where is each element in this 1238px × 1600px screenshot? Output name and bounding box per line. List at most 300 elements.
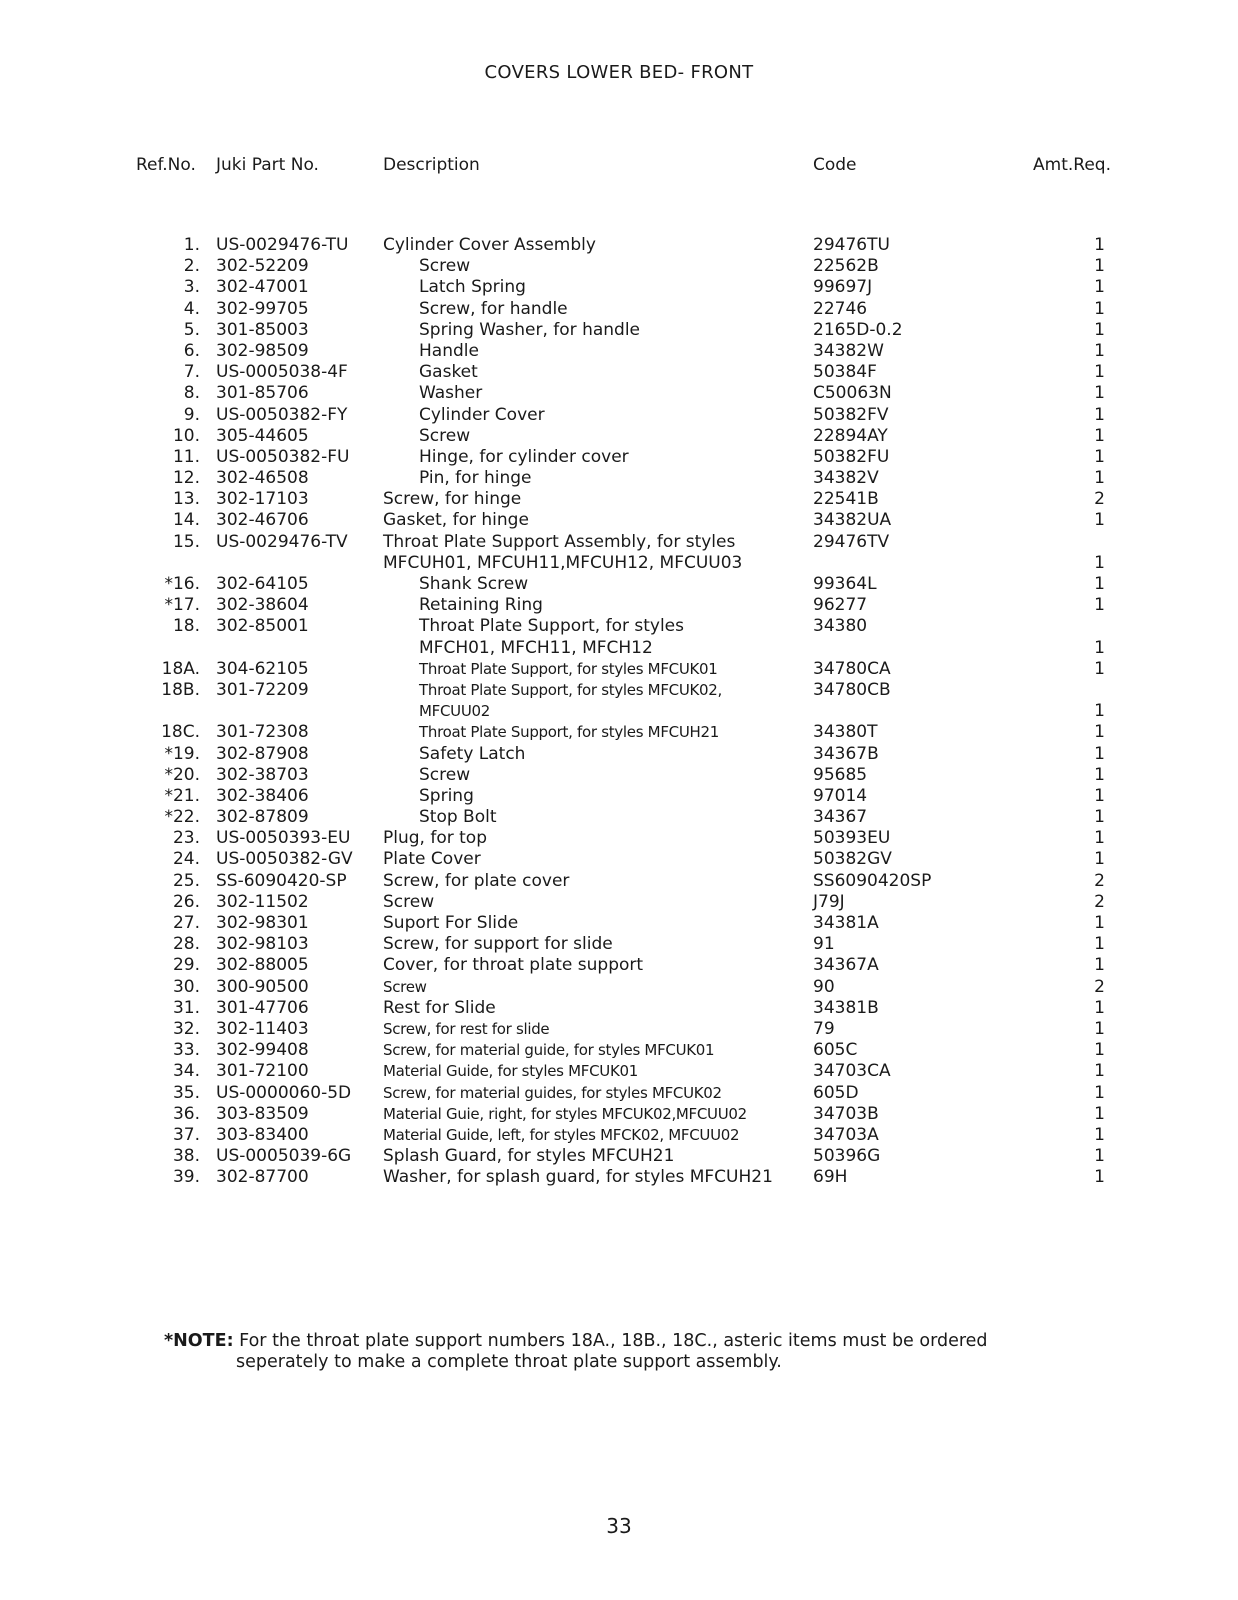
part-number: 302-87908 [216, 743, 309, 764]
table-row [0, 616, 1238, 658]
part-number: 303-83509 [216, 1103, 309, 1124]
part-number: US-0050382-FU [216, 446, 350, 467]
description-line: Screw [419, 256, 471, 277]
part-code: 50382GV [813, 849, 892, 870]
table-row [0, 892, 1238, 913]
part-code: 34381A [813, 913, 879, 934]
description-line: Cover, for throat plate support [383, 955, 644, 976]
ref-number: 33. [172, 1040, 200, 1061]
part-description [383, 1104, 747, 1125]
part-number: 302-52209 [216, 256, 309, 277]
amount-required: 1 [1094, 1146, 1105, 1167]
amount-required: 1 [1094, 1082, 1105, 1103]
description-line: Stop Bolt [419, 807, 497, 828]
note [164, 1331, 1084, 1373]
description-line: Splash Guard, for styles MFCUH21 [383, 1146, 675, 1167]
ref-number: 1. [183, 235, 200, 255]
ref-number: 34. [172, 1061, 200, 1082]
amount-required: 1 [1094, 256, 1105, 277]
part-description [383, 1125, 739, 1146]
amount-required: 1 [1094, 849, 1105, 870]
page-title: COVERS LOWER BED- FRONT [484, 62, 754, 83]
ref-number: 28. [172, 934, 200, 955]
table-row [0, 256, 1238, 277]
part-code: 2165D-0.2 [813, 319, 903, 340]
part-number: 300-90500 [216, 976, 309, 997]
table-row [0, 849, 1238, 870]
part-code: 22746 [813, 298, 868, 319]
part-number: US-0029476-TV [216, 531, 348, 552]
part-description [419, 807, 497, 828]
description-line: Screw, for support for slide [383, 934, 613, 955]
part-number: US-0000060-5D [216, 1082, 352, 1103]
part-number: 302-87700 [216, 1167, 309, 1188]
part-code: 29476TU [813, 235, 890, 255]
amount-required: 1 [1094, 425, 1105, 446]
part-code: 91 [813, 934, 835, 955]
table-row [0, 235, 1238, 256]
description-line: Screw, for hinge [383, 489, 522, 510]
part-description [383, 1019, 549, 1040]
table-row [0, 277, 1238, 298]
part-code: C50063N [813, 383, 892, 404]
part-code: 34382UA [813, 510, 892, 531]
part-code: 50382FU [813, 446, 890, 467]
part-description [419, 383, 482, 404]
part-number: 301-72100 [216, 1061, 309, 1082]
part-description [383, 849, 481, 870]
ref-number: 11. [172, 446, 200, 467]
part-description [419, 574, 528, 595]
part-code: 34703A [813, 1124, 879, 1145]
part-number: 302-38703 [216, 764, 309, 785]
part-code: 34703B [813, 1103, 879, 1124]
part-number: 302-98301 [216, 913, 309, 934]
part-number: 305-44605 [216, 425, 309, 446]
part-number: 302-11502 [216, 891, 309, 912]
part-description [419, 468, 531, 489]
table-row [0, 1167, 1238, 1188]
part-description [383, 1083, 722, 1104]
table-row [0, 998, 1238, 1019]
amount-required: 1 [1094, 1167, 1105, 1188]
ref-number: 18C. [161, 722, 200, 743]
part-code: 50382FV [813, 404, 889, 425]
column-header-code: Code [813, 155, 857, 175]
amount-required: 1 [1094, 807, 1105, 828]
part-number: SS-6090420-SP [216, 870, 347, 891]
part-description [383, 1167, 773, 1188]
table-row [0, 426, 1238, 447]
description-line: Suport For Slide [383, 913, 519, 934]
description-line: Cylinder Cover Assembly [383, 235, 596, 255]
ref-number: 3. [183, 277, 200, 298]
table-row [0, 383, 1238, 404]
table-row [0, 977, 1238, 998]
part-number: US-0050393-EU [216, 828, 351, 849]
part-code: 34780CA [813, 658, 891, 679]
description-line: Screw [383, 977, 427, 996]
part-description [383, 235, 596, 256]
description-line: Throat Plate Support, for styles MFCUK01 [419, 659, 718, 678]
description-line: Shank Screw [419, 574, 529, 595]
amount-required: 1 [1094, 468, 1105, 489]
amount-required: 1 [1094, 383, 1105, 404]
description-line: Spring Washer, for handle [419, 319, 641, 340]
part-code: 605D [813, 1082, 859, 1103]
part-number: 302-99705 [216, 298, 309, 319]
description-line: Cylinder Cover [419, 404, 545, 425]
ref-number: 18B. [161, 679, 200, 700]
description-line: Screw, for material guides, for styles MFCUK02 [383, 1083, 722, 1102]
part-description [383, 871, 569, 892]
part-number: 302-38604 [216, 595, 309, 616]
part-number: US-0005039-6G [216, 1146, 352, 1167]
part-description [419, 680, 722, 722]
part-description [419, 765, 470, 786]
table-row [0, 1146, 1238, 1167]
note-label: *NOTE: [164, 1331, 234, 1351]
part-description [383, 977, 427, 998]
description-line: Washer [419, 383, 483, 404]
part-code: 34367A [813, 955, 879, 976]
table-row [0, 405, 1238, 426]
part-description [383, 998, 496, 1019]
part-code: 34382V [813, 468, 879, 489]
amount-required: 1 [1094, 764, 1105, 785]
description-line: Throat Plate Support, for styles MFCUH21 [419, 723, 719, 742]
ref-number: 26. [172, 891, 200, 912]
part-number: 301-47706 [216, 997, 309, 1018]
table-row [0, 532, 1238, 574]
part-number: 302-87809 [216, 807, 309, 828]
description-line: Plate Cover [383, 849, 481, 870]
part-code: J79J [813, 891, 845, 912]
amount-required: 1 [1094, 785, 1105, 806]
table-row [0, 871, 1238, 892]
ref-number: 9. [183, 404, 200, 425]
ref-number: 14. [172, 510, 200, 531]
column-header-description: Description [383, 155, 480, 175]
part-description [383, 955, 643, 976]
part-number: 302-47001 [216, 277, 309, 298]
description-line: Material Guide, for styles MFCUK01 [383, 1062, 638, 1081]
amount-required: 1 [1094, 235, 1105, 255]
part-description [383, 1061, 638, 1082]
amount-required: 1 [1094, 1040, 1105, 1061]
ref-number: 6. [183, 340, 200, 361]
note-text-line1: For the throat plate support numbers 18A., 18B., 18C., asteric items must be ordered [239, 1331, 988, 1351]
part-number: 302-99408 [216, 1040, 309, 1061]
ref-number: 18A. [161, 658, 200, 679]
table-row [0, 362, 1238, 383]
part-code: 50384F [813, 362, 877, 383]
column-header-ref: Ref.No. [136, 155, 196, 175]
part-number: 301-72209 [216, 679, 309, 700]
description-line: Rest for Slide [383, 997, 496, 1018]
part-number: 301-85003 [216, 319, 309, 340]
ref-number: 37. [172, 1124, 200, 1145]
ref-number: 8. [183, 383, 200, 404]
amount-required: 1 [1094, 340, 1105, 361]
ref-number: *16. [164, 574, 200, 595]
ref-number: 32. [172, 1018, 200, 1039]
ref-number: 7. [183, 362, 200, 383]
part-number: 302-98509 [216, 340, 309, 361]
table-row [0, 1061, 1238, 1082]
table-row [0, 955, 1238, 976]
amount-required: 1 [1094, 1061, 1105, 1082]
table-row [0, 1104, 1238, 1125]
table-row [0, 934, 1238, 955]
part-code: 34382W [813, 340, 884, 361]
amount-required: 1 [1094, 362, 1105, 383]
amount-required: 1 [1094, 1124, 1105, 1145]
ref-number: *21. [164, 785, 200, 806]
part-code: 22894AY [813, 425, 888, 446]
part-code: 50396G [813, 1146, 881, 1167]
table-row [0, 1040, 1238, 1061]
description-line: Screw, for material guide, for styles MFCUK01 [383, 1041, 715, 1060]
part-number: 302-88005 [216, 955, 309, 976]
part-number: US-0050382-GV [216, 849, 353, 870]
ref-number: 23. [172, 828, 200, 849]
description-line: Screw, for plate cover [383, 870, 570, 891]
table-row [0, 786, 1238, 807]
part-description [419, 320, 640, 341]
part-code: 34703CA [813, 1061, 891, 1082]
part-number: 302-64105 [216, 574, 309, 595]
ref-number: *19. [164, 743, 200, 764]
ref-number: 36. [172, 1103, 200, 1124]
ref-number: 15. [172, 531, 200, 552]
ref-number: 31. [172, 997, 200, 1018]
ref-number: 27. [172, 913, 200, 934]
description-line: Throat Plate Support, for styles [419, 616, 684, 637]
ref-number: 5. [183, 319, 200, 340]
table-row [0, 744, 1238, 765]
ref-number: 13. [172, 489, 200, 510]
part-description [419, 616, 684, 658]
part-code: 96277 [813, 595, 868, 616]
ref-number: 4. [183, 298, 200, 319]
part-number: 302-17103 [216, 489, 309, 510]
part-description [383, 892, 434, 913]
amount-required: 1 [1094, 722, 1105, 743]
amount-required: 1 [1094, 1018, 1105, 1039]
description-line: Material Guie, right, for styles MFCUK02,MFCUU02 [383, 1104, 747, 1123]
description-line: Spring [419, 785, 474, 806]
table-header [0, 155, 1238, 177]
part-code: 90 [813, 976, 835, 997]
description-line: Screw, for rest for slide [383, 1019, 550, 1038]
amount-required: 1 [1094, 319, 1105, 340]
ref-number: 35. [172, 1082, 200, 1103]
column-header-amount: Amt.Req. [1033, 155, 1111, 175]
part-description [383, 934, 613, 955]
part-number: 302-46706 [216, 510, 309, 531]
part-number: US-0005038-4F [216, 362, 348, 383]
amount-required: 1 [1094, 701, 1105, 722]
description-line: Washer, for splash guard, for styles MFCUH21 [383, 1167, 773, 1188]
amount-required: 1 [1094, 552, 1105, 573]
description-line: Handle [419, 340, 479, 361]
description-line: MFCUH01, MFCUH11,MFCUH12, MFCUU03 [383, 552, 743, 573]
amount-required: 1 [1094, 595, 1105, 616]
part-code: 34380 [813, 616, 868, 637]
table-row [0, 447, 1238, 468]
description-line: Gasket [419, 362, 478, 383]
amount-required: 1 [1094, 637, 1105, 658]
description-line: Gasket, for hinge [383, 510, 529, 531]
ref-number: 18. [172, 616, 200, 637]
description-line: Screw [419, 764, 471, 785]
part-description [419, 277, 526, 298]
part-description [383, 510, 529, 531]
part-code: SS6090420SP [813, 870, 932, 891]
table-row [0, 765, 1238, 786]
part-code: 50393EU [813, 828, 891, 849]
part-code: 34367 [813, 807, 868, 828]
part-code: 34380T [813, 722, 878, 743]
part-code: 69H [813, 1167, 848, 1188]
part-description [383, 828, 487, 849]
table-row [0, 1125, 1238, 1146]
part-number: 302-85001 [216, 616, 309, 637]
part-number: 301-72308 [216, 722, 309, 743]
description-line: Plug, for top [383, 828, 487, 849]
part-number: 303-83400 [216, 1124, 309, 1145]
part-description [419, 256, 470, 277]
note-text-line2: seperately to make a complete throat plate support assembly. [236, 1352, 782, 1372]
ref-number: 10. [172, 425, 200, 446]
amount-required: 1 [1094, 277, 1105, 298]
part-description [419, 659, 718, 680]
part-description [419, 786, 474, 807]
part-code: 99697J [813, 277, 873, 298]
part-code: 22541B [813, 489, 879, 510]
part-number: 302-38406 [216, 785, 309, 806]
amount-required: 1 [1094, 934, 1105, 955]
ref-number: 2. [183, 256, 200, 277]
description-line: Screw [419, 425, 471, 446]
table-row [0, 320, 1238, 341]
part-description [383, 1040, 714, 1061]
amount-required: 2 [1094, 891, 1105, 912]
part-number: 302-98103 [216, 934, 309, 955]
part-number: 304-62105 [216, 658, 309, 679]
amount-required: 2 [1094, 870, 1105, 891]
ref-number: 24. [172, 849, 200, 870]
table-row [0, 807, 1238, 828]
part-description [383, 489, 521, 510]
part-code: 99364L [813, 574, 877, 595]
part-description [419, 299, 568, 320]
part-description [383, 532, 742, 574]
table-row [0, 510, 1238, 531]
table-row [0, 1083, 1238, 1104]
description-line: Material Guide, left, for styles MFCK02, MFCUU02 [383, 1125, 740, 1144]
amount-required: 2 [1094, 489, 1105, 510]
ref-number: *17. [164, 595, 200, 616]
table-row [0, 913, 1238, 934]
description-line: Screw, for handle [419, 298, 568, 319]
ref-number: 30. [172, 976, 200, 997]
amount-required: 1 [1094, 574, 1105, 595]
ref-number: *22. [164, 807, 200, 828]
table-row [0, 341, 1238, 362]
table-row [0, 680, 1238, 722]
description-line: Throat Plate Support Assembly, for styles [383, 531, 736, 552]
amount-required: 1 [1094, 828, 1105, 849]
part-code: 79 [813, 1018, 835, 1039]
description-line: MFCUU02 [419, 702, 490, 721]
part-code: 22562B [813, 256, 879, 277]
amount-required: 1 [1094, 997, 1105, 1018]
table-row [0, 489, 1238, 510]
description-line: Pin, for hinge [419, 468, 532, 489]
amount-required: 1 [1094, 913, 1105, 934]
table-row [0, 574, 1238, 595]
ref-number: 12. [172, 468, 200, 489]
description-line: Screw [383, 891, 435, 912]
ref-number: *20. [164, 764, 200, 785]
part-code: 34381B [813, 997, 879, 1018]
description-line: MFCH01, MFCH11, MFCH12 [419, 637, 653, 658]
part-description [419, 341, 479, 362]
column-header-part: Juki Part No. [216, 155, 319, 175]
part-number: 302-11403 [216, 1018, 309, 1039]
amount-required: 1 [1094, 658, 1105, 679]
part-code: 29476TV [813, 531, 890, 552]
table-row [0, 299, 1238, 320]
amount-required: 1 [1094, 1103, 1105, 1124]
amount-required: 2 [1094, 976, 1105, 997]
part-description [419, 362, 478, 383]
part-description [419, 426, 470, 447]
ref-number: 29. [172, 955, 200, 976]
description-line: Hinge, for cylinder cover [419, 446, 629, 467]
amount-required: 1 [1094, 510, 1105, 531]
description-line: Throat Plate Support, for styles MFCUK02, [419, 680, 723, 699]
parts-table [0, 235, 1238, 1188]
table-row [0, 1019, 1238, 1040]
part-code: 97014 [813, 785, 868, 806]
part-number: US-0029476-TU [216, 235, 349, 255]
description-line: Latch Spring [419, 277, 526, 298]
table-row [0, 595, 1238, 616]
ref-number: 25. [172, 870, 200, 891]
part-number: 301-85706 [216, 383, 309, 404]
part-description [419, 595, 543, 616]
part-description [419, 744, 525, 765]
page-number: 33 [606, 1514, 632, 1538]
description-line: Safety Latch [419, 743, 526, 764]
amount-required: 1 [1094, 298, 1105, 319]
part-code: 34780CB [813, 679, 891, 700]
part-code: 34367B [813, 743, 879, 764]
table-row [0, 828, 1238, 849]
part-number: 302-46508 [216, 468, 309, 489]
part-description [419, 447, 629, 468]
ref-number: 38. [172, 1146, 200, 1167]
table-row [0, 468, 1238, 489]
description-line: Retaining Ring [419, 595, 543, 616]
part-number: US-0050382-FY [216, 404, 348, 425]
amount-required: 1 [1094, 743, 1105, 764]
part-code: 95685 [813, 764, 868, 785]
table-row [0, 722, 1238, 743]
